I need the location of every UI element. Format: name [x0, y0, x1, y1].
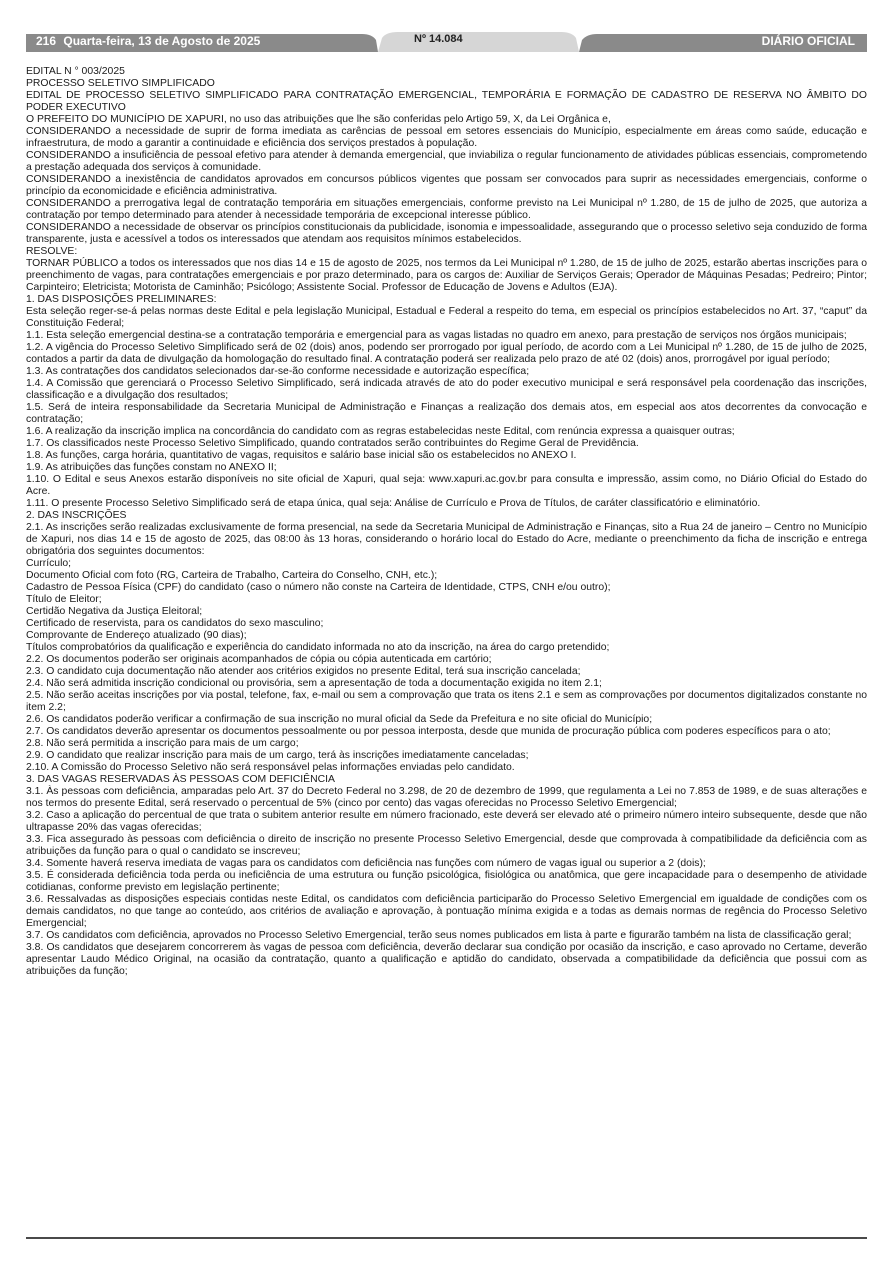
- paragraph: Comprovante de Endereço atualizado (90 dias);: [26, 630, 247, 641]
- paragraph: 1.4. A Comissão que gerenciará o Processo Seletivo Simplificado, será indicada através de ato do poder executivo municipal e será responsável pela coordenação das inscrições, classificação e a divulgação dos resultados;: [26, 378, 867, 401]
- paragraph: Documento Oficial com foto (RG, Carteira de Trabalho, Carteira do Conselho, CNH, etc.);: [26, 570, 438, 581]
- paragraph: 3.1. Às pessoas com deficiência, amparadas pelo Art. 37 do Decreto Federal no 3.298, de 20 de dezembro de 1999, que regulamenta a Lei no 7.853 de 1989, e de suas alterações e nos termos do presente Edital, será reservado o percentual de 5% (cinco por cento) das vagas oferecidas no Processo Seletivo Emergencial;: [26, 786, 867, 809]
- paragraph: CONSIDERANDO a insuficiência de pessoal efetivo para atender à demanda emergencial, que inviabiliza o regular funcionamento de atividades públicas essenciais, comprometendo a prestação adequada dos serviços à comunidade.: [26, 150, 867, 173]
- paragraph: 1.3. As contratações dos candidatos selecionados dar-se-ão conforme necessidade e autorização específica;: [26, 366, 530, 377]
- paragraph: 2.3. O candidato cuja documentação não atender aos critérios exigidos no presente Edital, terá sua inscrição cancelada;: [26, 666, 581, 677]
- paragraph: 3. DAS VAGAS RESERVADAS ÀS PESSOAS COM DEFICIÊNCIA: [26, 774, 335, 785]
- paragraph: PROCESSO SELETIVO SIMPLIFICADO: [26, 78, 215, 89]
- header-left: [36, 34, 260, 48]
- paragraph: 3.3. Fica assegurado às pessoas com deficiência o direito de inscrição no presente Processo Seletivo Emergencial, desde que comprovada à compatibilidade da deficiência com as atribuições da função para o qual o candidato se inscreveu;: [26, 834, 867, 857]
- paragraph: O PREFEITO DO MUNICÍPIO DE XAPURI, no uso das atribuições que lhe são conferidas pelo Artigo 59, X, da Lei Orgânica e,: [26, 114, 611, 125]
- paragraph: 1. DAS DISPOSIÇÕES PRELIMINARES:: [26, 294, 217, 305]
- paragraph: 1.6. A realização da inscrição implica na concordância do candidato com as regras estabelecidas neste Edital, com renúncia expressa a quaisquer outras;: [26, 426, 735, 437]
- issue-number: Nº 14.084: [414, 33, 463, 45]
- paragraph: 2. DAS INSCRIÇÕES: [26, 510, 127, 521]
- paragraph: Certidão Negativa da Justiça Eleitoral;: [26, 606, 203, 617]
- paragraph: 1.5. Será de inteira responsabilidade da Secretaria Municipal de Administração e Finanças a realização dos demais atos, em especial aos atos decorrentes da convocação e contratação;: [26, 402, 867, 425]
- paragraph: 1.2. A vigência do Processo Seletivo Simplificado será de 02 (dois) anos, podendo ser prorrogado por igual período, de acordo com a Lei Municipal nº 1.280, de 15 de julho de 2025, contados a partir da data de divulgação da homologação do resultado final. A contratação poderá ser realizada pelo prazo de até 02 (dois) anos, prorrogável por igual período;: [26, 342, 867, 365]
- paragraph: CONSIDERANDO a necessidade de suprir de forma imediata as carências de pessoal em setores essenciais do Município, especialmente em áreas como saúde, educação e infraestrutura, de modo a garantir a continuidade e eficiência dos serviços prestados à população.: [26, 126, 867, 149]
- edital-body: [26, 66, 867, 978]
- paragraph: 3.5. É considerada deficiência toda perda ou ineficiência de uma estrutura ou função psicológica, fisiológica ou anatômica, que gere incapacidade para o desempenho de atividade cotidianas, conforme previsto em legislação pertinente;: [26, 870, 867, 893]
- paragraph: Título de Eleitor;: [26, 594, 102, 605]
- paragraph: 2.4. Não será admitida inscrição condicional ou provisória, sem a apresentação de toda a documentação exigida no item 2.1;: [26, 678, 602, 689]
- page-number: 216: [36, 34, 57, 48]
- paragraph: 2.5. Não serão aceitas inscrições por via postal, telefone, fax, e-mail ou sem a comprovação que trata os itens 2.1 e sem as comprovações por documentos digitalizados constante no item 2.2;: [26, 690, 867, 713]
- paragraph: 1.11. O presente Processo Seletivo Simplificado será de etapa única, qual seja: Análise de Currículo e Prova de Títulos, de caráter classificatório e eliminatório.: [26, 498, 761, 509]
- paragraph: 3.7. Os candidatos com deficiência, aprovados no Processo Seletivo Emergencial, terão seus nomes publicados em lista à parte e figurarão também na lista de classificação geral;: [26, 930, 852, 941]
- publication-name: DIÁRIO OFICIAL: [761, 34, 855, 48]
- paragraph: 3.4. Somente haverá reserva imediata de vagas para os candidatos com deficiência nas funções com número de vagas igual ou superior a 2 (dois);: [26, 858, 706, 869]
- paragraph: CONSIDERANDO a inexistência de candidatos aprovados em concursos públicos vigentes que possam ser convocados para suprir as necessidades emergenciais, conforme o princípio da economicidade e eficiência administrativa.: [26, 174, 867, 197]
- paragraph: 1.9. As atribuições das funções constam no ANEXO II;: [26, 462, 277, 473]
- paragraph: 2.9. O candidato que realizar inscrição para mais de um cargo, terá às inscrições imediatamente canceladas;: [26, 750, 529, 761]
- paragraph: 1.10. O Edital e seus Anexos estarão disponíveis no site oficial de Xapuri, qual seja: www.xapuri.ac.gov.br para consulta e impressão, assim como, no Diário Oficial do Estado do Acre.: [26, 474, 867, 497]
- paragraph: Esta seleção reger-se-á pelas normas deste Edital e pela legislação Municipal, Estadual e Federal a respeito do tema, em especial os princípios estabelecidos no Art. 37, “caput” da Constituição Federal;: [26, 306, 867, 329]
- paragraph: EDITAL DE PROCESSO SELETIVO SIMPLIFICADO PARA CONTRATAÇÃO EMERGENCIAL, TEMPORÁRIA E FORMAÇÃO DE CADASTRO DE RESERVA NO ÂMBITO DO PODER EXECUTIVO: [26, 90, 867, 113]
- paragraph: 2.1. As inscrições serão realizadas exclusivamente de forma presencial, na sede da Secretaria Municipal de Administração e Finanças, sito a Rua 24 de janeiro – Centro no Município de Xapuri, nos dias 14 e 15 de agosto de 2025, das 08:00 às 13 horas, considerando o horário local do Estado do Acre, mediante o preenchimento da ficha de inscrição e entrega obrigatória dos seguintes documentos:: [26, 522, 867, 557]
- paragraph: 2.8. Não será permitida a inscrição para mais de um cargo;: [26, 738, 299, 749]
- header-date: Quarta-feira, 13 de Agosto de 2025: [63, 34, 261, 48]
- bottom-divider: [26, 1237, 867, 1239]
- paragraph: 2.2. Os documentos poderão ser originais acompanhados de cópia ou cópia autenticada em cartório;: [26, 654, 492, 665]
- paragraph: CONSIDERANDO a prerrogativa legal de contratação temporária em situações emergenciais, conforme previsto na Lei Municipal nº 1.280, de 15 de julho de 2025, que autoriza a contratação por tempo determinado para atender à necessidade temporária de excepcional interesse público.: [26, 198, 867, 221]
- paragraph: RESOLVE:: [26, 246, 78, 257]
- paragraph: Títulos comprobatórios da qualificação e experiência do candidato informada no ato da inscrição, na área do cargo pretendido;: [26, 642, 610, 653]
- paragraph: Currículo;: [26, 558, 72, 569]
- page-header: [26, 30, 867, 52]
- paragraph: Certificado de reservista, para os candidatos do sexo masculino;: [26, 618, 324, 629]
- paragraph: Cadastro de Pessoa Física (CPF) do candidato (caso o número não conste na Carteira de Identidade, CTPS, CNH e/ou outro);: [26, 582, 611, 593]
- paragraph: 2.6. Os candidatos poderão verificar a confirmação de sua inscrição no mural oficial da Sede da Prefeitura e no site oficial do Município;: [26, 714, 653, 725]
- paragraph: 3.8. Os candidatos que desejarem concorrerem às vagas de pessoa com deficiência, deverão declarar sua condição por ocasião da inscrição, e caso aprovado no Certame, deverão apresentar Laudo Médico Original, na ocasião da contratação, quanto a qualificação e aptidão do candidato, observada a compatibilidade da deficiência que possui com as atribuições da função;: [26, 942, 867, 977]
- paragraph: 1.7. Os classificados neste Processo Seletivo Simplificado, quando contratados serão contribuintes do Regime Geral de Previdência.: [26, 438, 639, 449]
- paragraph: 3.6. Ressalvadas as disposições especiais contidas neste Edital, os candidatos com deficiência participarão do Processo Seletivo Emergencial em igualdade de condições com os demais candidatos, no que tange ao conteúdo, aos critérios de avaliação e aprovação, à pontuação mínima exigida e a todas as demais normas de regência do Processo Seletivo Emergencial;: [26, 894, 867, 929]
- paragraph: 2.7. Os candidatos deverão apresentar os documentos pessoalmente ou por pessoa interposta, desde que munida de procuração pública com poderes específicos para o ato;: [26, 726, 831, 737]
- paragraph: 1.8. As funções, carga horária, quantitativo de vagas, requisitos e salário base inicial são os estabelecidos no ANEXO I.: [26, 450, 577, 461]
- paragraph: 3.2. Caso a aplicação do percentual de que trata o subitem anterior resulte em número fracionado, este deverá ser elevado até o primeiro número inteiro subsequente, desde que não ultrapasse 20% das vagas oferecidas;: [26, 810, 867, 833]
- paragraph: EDITAL N ° 003/2025: [26, 66, 125, 77]
- paragraph: CONSIDERANDO a necessidade de observar os princípios constitucionais da publicidade, isonomia e impessoalidade, assegurando que o processo seletivo seja conduzido de forma transparente, justa e acessível a todos os interessados que atendam aos requisitos mínimos estabelecidos.: [26, 222, 867, 245]
- paragraph: 2.10. A Comissão do Processo Seletivo não será responsável pelas informações enviadas pelo candidato.: [26, 762, 515, 773]
- paragraph: TORNAR PÚBLICO a todos os interessados que nos dias 14 e 15 de agosto de 2025, nos termos da Lei Municipal nº 1.280, de 15 de julho de 2025, estarão abertas inscrições para o preenchimento de vagas, para contratações emergenciais e por prazo determinado, para os cargos de: Auxiliar de Serviços Gerais; Operador de Máquinas Pesadas; Pedreiro; Pintor; Carpinteiro; Eletricista; Motorista de Caminhão; Psicólogo; Assistente Social. Professor de Educação de Jovens e Adultos (EJA).: [26, 258, 867, 293]
- paragraph: 1.1. Esta seleção emergencial destina-se a contratação temporária e emergencial para as vagas listadas no quadro em anexo, para prestação de serviços nos órgãos municipais;: [26, 330, 847, 341]
